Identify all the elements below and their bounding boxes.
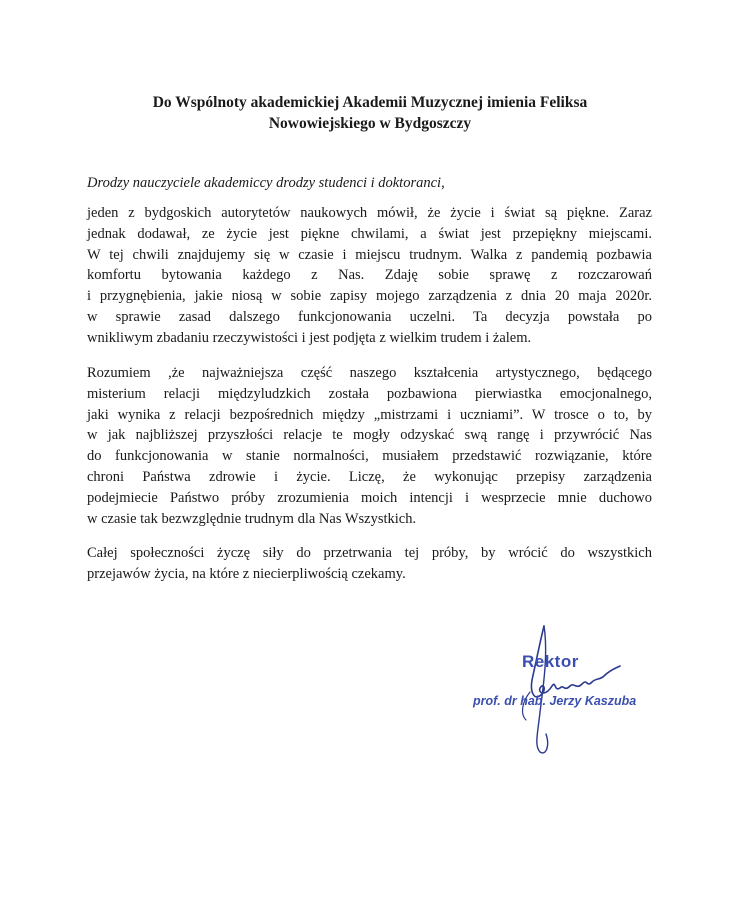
letter-title [80, 92, 660, 134]
handwritten-signature [460, 622, 670, 762]
paragraph-line: misterium relacji międzyludzkich została pozbawiona pierwiastka emocjonalnego, [87, 385, 652, 402]
paragraph-line: Rozumiem ,że najważniejsza część naszego kształcenia artystycznego, będącego [87, 365, 652, 381]
salutation: Drodzy nauczyciele akademiccy drodzy studenci i doktoranci, [87, 175, 445, 191]
paragraph-line: Całej społeczności życzę siły do przetrwania tej próby, by wrócić do wszystkich [87, 545, 652, 561]
paragraph-2 [87, 363, 652, 529]
paragraph-line: w jak najbliższej przyszłości relacje te mogły odzyskać swą rangę i przywrócić Nas [87, 427, 652, 444]
paragraph-line: do funkcjonowania w stanie normalności, musiałem przedstawić rozwiązanie, które [87, 448, 652, 465]
paragraph-1 [87, 203, 652, 349]
paragraph-line: w sprawie zasad dalszego funkcjonowania uczelni. Ta decyzja powstała po [87, 308, 652, 325]
paragraph-line: i przygnębienia, jakie niosą w sobie zapisy mojego zarządzenia z dnia 20 maja 2020r. [87, 288, 652, 305]
stamp-name: prof. dr hab. Jerzy Kaszuba [473, 694, 637, 708]
rector-signature-stamp [460, 622, 670, 762]
paragraph-line: jednak dodawał, ze życie jest piękne chwilami, a świat jest przepiękny miejscami. [87, 225, 652, 242]
title-line-1: Do Wspólnoty akademickiej Akademii Muzycznej imienia Feliksa [152, 94, 588, 111]
paragraph-line: jaki wynika z relacji bezpośrednich między „mistrzami i uczniami”. W trosce o to, by [87, 406, 652, 423]
paragraph-line: chroni Państwa zdrowie i życie. Liczę, że wykonując przepisy zarządzenia [87, 468, 652, 485]
title-line-2: Nowowiejskiego w Bydgoszczy [268, 115, 472, 132]
paragraph-line: jeden z bydgoskich autorytetów naukowych mówił, że życie i świat są piękne. Zaraz [87, 205, 652, 221]
paragraph-line: W tej chwili znajdujemy się w czasie i miejscu trudnym. Walka z pandemią pozbawia [87, 246, 652, 263]
paragraph-line: komfortu bytowania każdego z Nas. Zdaję sobie sprawę z rozczarowań [87, 267, 652, 284]
paragraph-line: podejmiecie Państwo próby zrozumienia moich intencji i wesprzecie mnie duchowo [87, 489, 652, 506]
paragraph-line: w czasie tak bezwzględnie trudnym dla Nas Wszystkich. [87, 510, 417, 527]
stamp-title: Rektor [522, 652, 579, 671]
paragraph-line: przejawów życia, na które z niecierpliwością czekamy. [87, 565, 406, 582]
paragraph-3 [87, 543, 652, 585]
paragraph-line: wnikliwym zbadaniu rzeczywistości i jest podjęta z wielkim trudem i żalem. [87, 329, 532, 346]
